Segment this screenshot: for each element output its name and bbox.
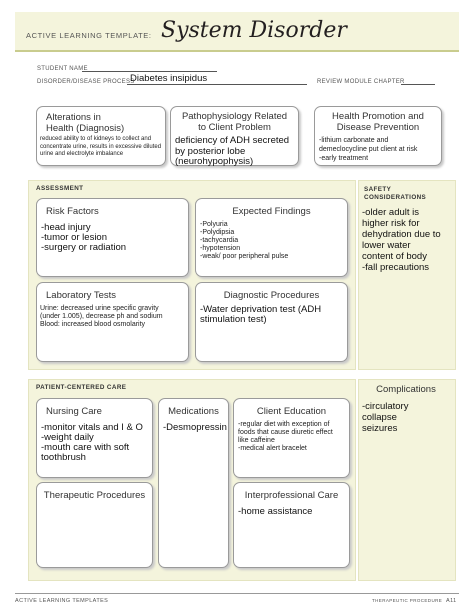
student-name-field[interactable] [82, 63, 217, 72]
medication-1: -Desmopressin [163, 422, 227, 433]
diagnostic-procedures-card [195, 282, 348, 362]
lab-tests-title: Laboratory Tests [46, 290, 117, 301]
pathophysiology-title: Pathophysiology Related to Client Problem [181, 111, 288, 133]
diagnostic-line-1: -Water deprivation test (ADH [200, 304, 322, 315]
page-number: A11 [446, 598, 457, 604]
interprofessional-line-1: -home assistance [238, 506, 313, 517]
finding-4: -hypotension [200, 245, 241, 252]
nursing-line-1: -monitor vitals and I & O [41, 422, 143, 433]
client-education-card [233, 398, 350, 478]
patient-care-label: PATIENT-CENTERED CARE [36, 384, 127, 391]
pathophysiology-body: deficiency of ADH secreted by posterior lobe (neurohypophysis) [175, 135, 290, 167]
health-promotion-line-2: demeclocycline put client at risk [319, 146, 418, 153]
therapeutic-procedures-card [36, 482, 153, 568]
health-promotion-line-1: -lithium carbonate and [319, 137, 389, 144]
safety-line-6: -fall precautions [362, 262, 430, 273]
risk-factor-2: -tumor or lesion [41, 232, 107, 243]
nursing-line-2: -weight daily [41, 432, 94, 443]
finding-3: -tachycardia [200, 237, 239, 244]
education-line-2: foods that cause diuretic effect [238, 429, 333, 436]
diagnostic-line-2: stimulation test) [200, 314, 267, 325]
review-module-label: REVIEW MODULE CHAPTER [317, 79, 405, 85]
finding-1: -Polyuria [200, 221, 228, 228]
finding-2: -Polydipsia [200, 229, 235, 236]
medications-title: Medications [168, 406, 219, 417]
education-line-4: -medical alert bracelet [238, 445, 307, 452]
interprofessional-care-card [233, 482, 350, 568]
finding-5: -weak/ poor peripheral pulse [200, 253, 289, 260]
alterations-body: reduced ability to of kidneys to collect and concentrate urine, results in excessive diluted urine and electrolyte imbalance [40, 136, 162, 157]
nursing-care-card [36, 398, 153, 478]
footer-divider [15, 593, 459, 594]
health-promotion-title: Health Promotion and Disease Prevention [332, 111, 424, 133]
complications-title: Complications [376, 384, 436, 395]
risk-factor-3: -surgery or radiation [41, 242, 127, 253]
safety-line-4: lower water [362, 240, 411, 251]
safety-line-1: -older adult is [362, 207, 420, 218]
education-line-1: -regular diet with exception of [238, 421, 330, 428]
safety-line-5: content of body [362, 251, 427, 262]
nursing-line-4: toothbrush [41, 452, 86, 463]
footer-left: ACTIVE LEARNING TEMPLATES [15, 598, 109, 604]
template-label: ACTIVE LEARNING TEMPLATE: [26, 31, 152, 40]
diagnostic-procedures-title: Diagnostic Procedures [223, 290, 320, 301]
disorder-value: Diabetes insipidus [130, 73, 208, 84]
risk-factors-card [36, 198, 189, 277]
lab-line-2: (under 1.005), decrease ph and sodium [40, 313, 163, 320]
footer-right-label: THERAPEUTIC PROCEDURE [372, 598, 443, 603]
safety-label-1: SAFETY [364, 186, 392, 193]
complications-header [359, 380, 453, 398]
interprofessional-care-title: Interprofessional Care [244, 490, 339, 501]
therapeutic-procedures-title: Therapeutic Procedures [43, 490, 146, 501]
client-education-title: Client Education [256, 406, 327, 417]
education-line-3: like caffeine [238, 437, 275, 444]
risk-factor-1: -head injury [41, 222, 91, 233]
risk-factors-title: Risk Factors [46, 206, 99, 217]
complication-1: -circulatory [362, 401, 409, 412]
complication-2: collapse [362, 412, 397, 423]
lab-line-1: Urine: decreased urine specific gravity [40, 305, 159, 312]
pathophysiology-card [170, 106, 299, 166]
page-title: System Disorder [161, 18, 347, 43]
alterations-card [36, 106, 166, 166]
lab-tests-card [36, 282, 189, 362]
health-promotion-card [314, 106, 442, 166]
review-module-field[interactable] [401, 76, 435, 85]
nursing-care-title: Nursing Care [46, 406, 102, 417]
alterations-title: Alterations in Health (Diagnosis) [46, 112, 125, 134]
safety-line-2: higher risk for [362, 218, 420, 229]
disorder-label: DISORDER/DISEASE PROCESS [37, 79, 135, 85]
assessment-label: ASSESSMENT [36, 185, 84, 192]
health-promotion-line-3: -early treatment [319, 155, 369, 162]
nursing-line-3: -mouth care with soft [41, 442, 130, 453]
complication-3: seizures [362, 423, 398, 434]
student-name-label: STUDENT NAME [37, 66, 88, 72]
expected-findings-title: Expected Findings [232, 206, 311, 217]
safety-label-2: CONSIDERATIONS [364, 194, 427, 201]
medications-card [158, 398, 229, 568]
lab-line-3: Blood: increased blood osmolarity [40, 321, 146, 328]
expected-findings-card [195, 198, 348, 277]
safety-line-3: dehydration due to [362, 229, 441, 240]
